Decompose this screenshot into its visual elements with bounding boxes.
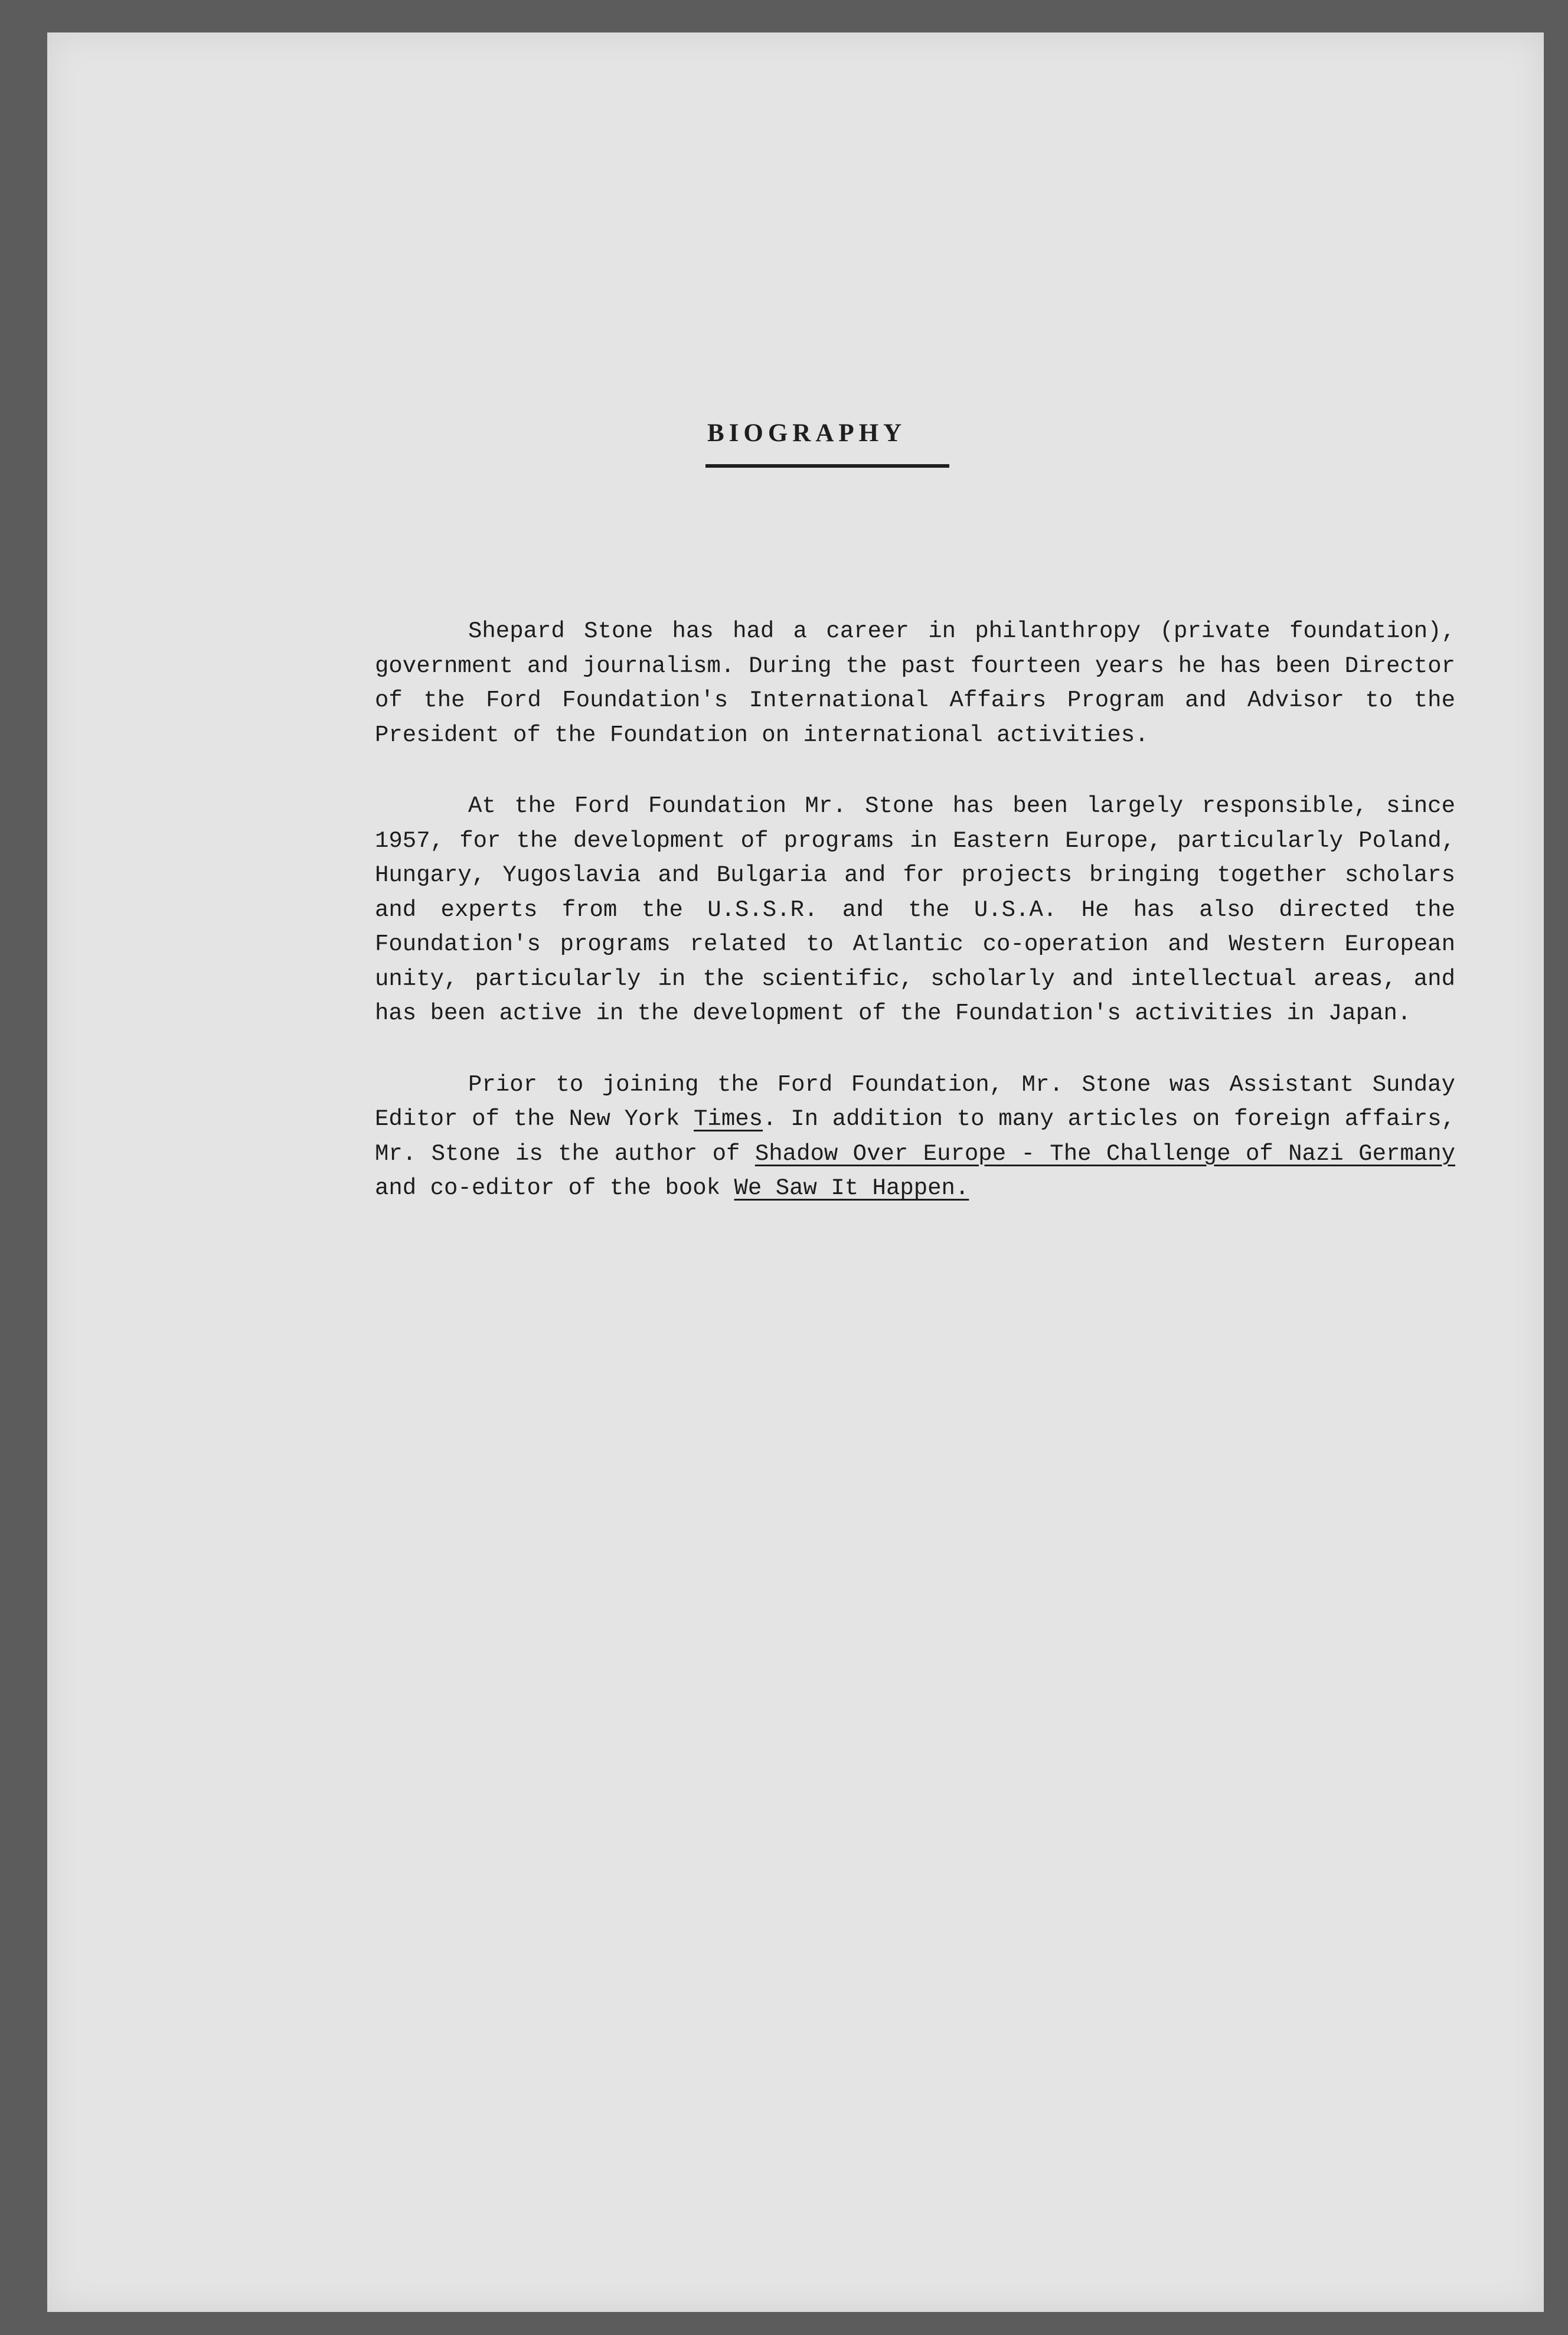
- title-underline: [705, 464, 949, 468]
- paragraph-text: and co-editor of the book: [375, 1175, 734, 1201]
- book-title-shadow-over-europe: Shadow Over Europe - The Challenge of Nazi Germany: [754, 1140, 1455, 1167]
- biography-body: [375, 614, 1455, 1242]
- newspaper-title: Times: [694, 1106, 763, 1132]
- page-title: BIOGRAPHY: [707, 419, 907, 447]
- paragraph-ford-foundation: At the Ford Foundation Mr. Stone has been largely responsible, since 1957, for the development of programs in Eastern Europe, particularly Poland, Hungary, Yugoslavia and Bulgaria and for projects bringing together scholars and experts from the U.S.S.R. and the U.S.A. He has also directed the Foundation's programs related to Atlantic co-operation and Western European unity, particularly in the scientific, scholarly and intellectual areas, and has been active in the development of the Foundation's activities in Japan.: [375, 793, 1455, 1026]
- paragraph-prior-career: [375, 1068, 1455, 1206]
- paragraph-text: Prior to joining the Ford Foundation, Mr. Stone was Assistant Sunday Editor of the New York: [375, 1071, 1455, 1132]
- paragraph-text: . In addition to many articles on foreign affairs, Mr. Stone is the author of: [375, 1106, 1455, 1167]
- paragraph-career: Shepard Stone has had a career in philanthropy (private foundation), government and journalism. During the past fourteen years he has been Director of the Ford Foundation's International Affairs Program and Advisor to the President of the Foundation on international activities.: [375, 618, 1455, 748]
- book-title-we-saw-it-happen: We Saw It Happen.: [734, 1175, 969, 1201]
